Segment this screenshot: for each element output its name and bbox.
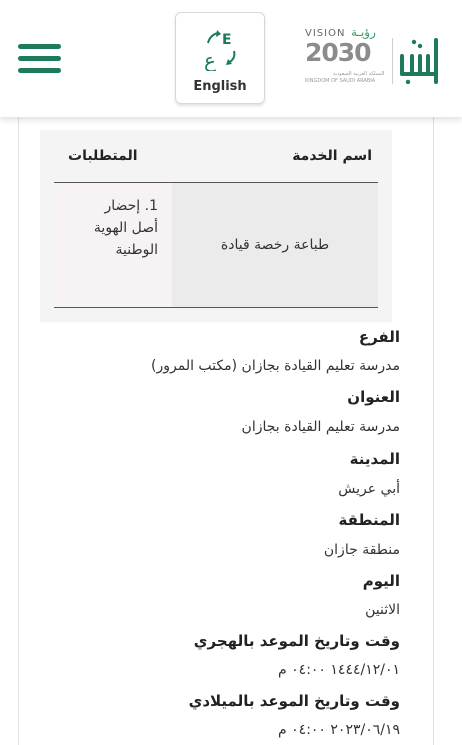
region-value: منطقة جازان xyxy=(323,542,400,558)
gregorian-datetime-value: ٢٠٢٣/٠٦/١٩ ٠٤:٠٠ م xyxy=(278,722,400,738)
cell-service-name: طباعة رخصة قيادة xyxy=(172,183,378,307)
language-switch-icon xyxy=(198,27,242,71)
branch-label: الفرع xyxy=(358,328,400,346)
branch-value: مدرسة تعليم القيادة بجازان (مكتب المرور) xyxy=(151,358,400,374)
vision-arabic: رؤيـة xyxy=(351,25,376,39)
svg-text:E: E xyxy=(222,32,232,48)
services-table xyxy=(40,130,392,322)
header-requirements: المتطلبات xyxy=(68,148,138,164)
top-header xyxy=(0,0,462,117)
requirements-text: 1. إحضار أصل الهوية الوطنية xyxy=(93,198,158,258)
vision-sub-arabic: المملكة العربية السعودية xyxy=(333,71,385,77)
hijri-datetime-label: وقت وتاريخ الموعد بالهجري xyxy=(193,632,400,650)
vision-sub-english: KINGDOM OF SAUDI ARABIA xyxy=(305,78,376,84)
city-value: أبي عريش xyxy=(338,481,400,497)
address-value: مدرسة تعليم القيادة بجازان xyxy=(241,419,400,435)
hijri-datetime-value: ١٤٤٤/١٢/٠١ ٠٤:٠٠ م xyxy=(278,662,400,678)
svg-text:ع: ع xyxy=(204,48,216,71)
city-label: المدينة xyxy=(349,450,400,468)
logo-divider xyxy=(392,38,393,84)
region-label: المنطقة xyxy=(338,511,400,529)
cell-requirements xyxy=(54,183,172,307)
vision-title: VISION xyxy=(305,28,346,39)
day-label: اليوم xyxy=(362,572,400,590)
english-label: English xyxy=(193,79,247,94)
gregorian-datetime-label: وقت وتاريخ الموعد بالميلادي xyxy=(188,692,400,710)
header-service-name: اسم الخدمة xyxy=(292,148,372,164)
vision-2030-logo xyxy=(305,25,387,90)
english-language-button[interactable] xyxy=(175,12,265,104)
address-label: العنوان xyxy=(347,388,400,406)
absher-logo-icon xyxy=(396,28,440,88)
table-bottom-border xyxy=(54,307,378,308)
vision-year: 2030 xyxy=(305,38,371,67)
day-value: الاثنين xyxy=(365,602,400,618)
hamburger-menu-icon[interactable] xyxy=(18,44,61,74)
